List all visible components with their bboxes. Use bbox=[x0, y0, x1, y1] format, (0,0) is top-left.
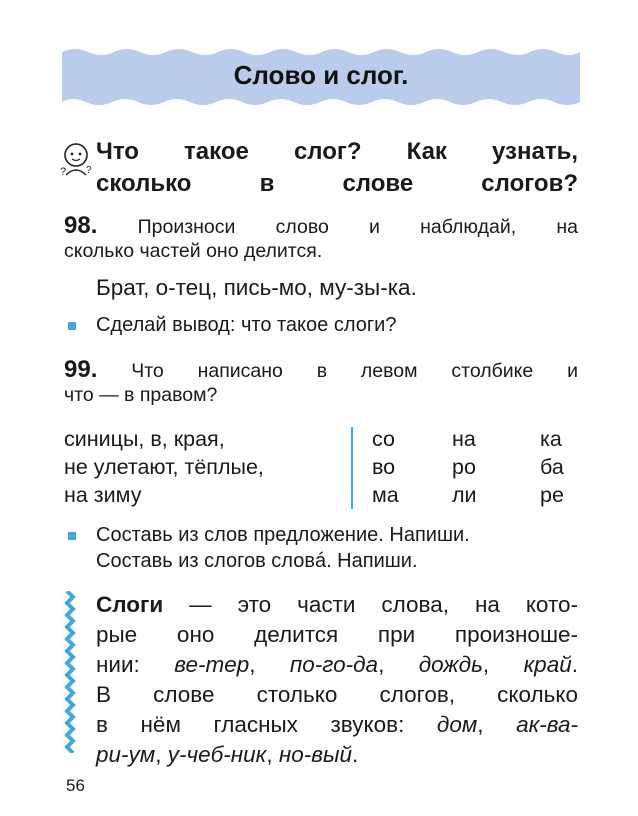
example-word: край bbox=[523, 652, 572, 677]
task-bullet bbox=[68, 532, 76, 540]
example-word: дождь bbox=[418, 652, 483, 677]
page-number: 56 bbox=[66, 776, 85, 795]
punctuation: , bbox=[249, 652, 256, 677]
syllable: ре bbox=[540, 483, 564, 507]
punctuation: , bbox=[477, 712, 484, 737]
exercise-98-line-1 bbox=[64, 214, 578, 239]
question-line-2: сколько в слове слогов? bbox=[96, 170, 578, 197]
exercise-number: 99. bbox=[64, 356, 98, 383]
syllable: на bbox=[452, 427, 476, 451]
task-compose bbox=[96, 522, 470, 574]
syllable: ро bbox=[452, 455, 476, 479]
exercise-99-line-1 bbox=[64, 358, 578, 383]
example-word: ри-ум bbox=[96, 742, 156, 767]
rule-text: в нём гласных звуков: bbox=[96, 712, 405, 737]
syllable: во bbox=[372, 455, 396, 479]
exercise-99 bbox=[64, 358, 578, 407]
exercise-98-line-2: сколько частей оно делится. bbox=[64, 240, 323, 262]
rule-text: — это части слова, на кото- bbox=[189, 592, 578, 617]
rule-line bbox=[96, 740, 578, 770]
thinking-child-icon bbox=[60, 141, 92, 179]
task-conclusion: Сделай вывод: что такое слоги? bbox=[96, 314, 397, 336]
word-column bbox=[64, 425, 264, 509]
punctuation: , bbox=[482, 652, 490, 677]
rule-line bbox=[96, 710, 578, 740]
rule-text: нии: bbox=[96, 652, 140, 677]
title-banner bbox=[62, 46, 580, 108]
punctuation: , bbox=[155, 742, 162, 767]
question-line-1: Что такое слог? Как узнать, bbox=[96, 138, 578, 165]
word-row: не улетают, тёплые, bbox=[64, 455, 264, 479]
page-title: Слово и слог. bbox=[233, 60, 409, 90]
exercise-98 bbox=[64, 214, 578, 263]
rule-line: В слове столько слогов, сколько bbox=[96, 682, 578, 707]
exercise-99-line-2: что — в правом? bbox=[64, 384, 218, 406]
example-word: дом bbox=[436, 712, 478, 737]
exercise-text: Что написано в левом столбике и bbox=[131, 360, 578, 382]
word-row: синицы, в, края, bbox=[64, 427, 225, 451]
punctuation: . bbox=[352, 742, 359, 767]
syllable: ба bbox=[540, 455, 564, 479]
example-word: ве-тер bbox=[174, 652, 250, 677]
rule-line: рые оно делится при произноше- bbox=[96, 622, 578, 647]
syllable: ма bbox=[372, 483, 399, 507]
example-word: ак-ва- bbox=[516, 712, 578, 737]
word-row: на зиму bbox=[64, 483, 142, 507]
key-question bbox=[96, 136, 578, 200]
syllable: ка bbox=[540, 427, 562, 451]
syllable: со bbox=[372, 427, 395, 451]
punctuation: , bbox=[266, 742, 273, 767]
svg-text:?: ? bbox=[60, 166, 67, 178]
svg-text:?: ? bbox=[86, 165, 92, 176]
example-word: у-чеб-ник bbox=[167, 742, 267, 767]
punctuation: , bbox=[378, 652, 385, 677]
column-divider bbox=[351, 427, 353, 509]
rule-term: Слоги bbox=[96, 592, 164, 617]
syllable: ли bbox=[452, 483, 477, 507]
rule-definition bbox=[96, 590, 578, 770]
example-word: по-го-да bbox=[289, 652, 379, 677]
rule-line bbox=[96, 590, 578, 620]
exercise-text: Произноси слово и наблюдай, на bbox=[137, 216, 578, 238]
rule-line bbox=[96, 650, 578, 680]
syllable-example-words: Брат, о-тец, пись-мо, му-зы-ка. bbox=[96, 275, 417, 300]
task-line: Составь из слогов словá. Напиши. bbox=[96, 550, 418, 572]
punctuation: . bbox=[571, 652, 578, 677]
exercise-number: 98. bbox=[64, 212, 98, 239]
example-word: но-вый bbox=[278, 742, 353, 767]
task-bullet bbox=[68, 322, 76, 330]
rule-zigzag-bar bbox=[64, 591, 76, 753]
task-line: Составь из слов предложение. Напиши. bbox=[96, 524, 470, 546]
